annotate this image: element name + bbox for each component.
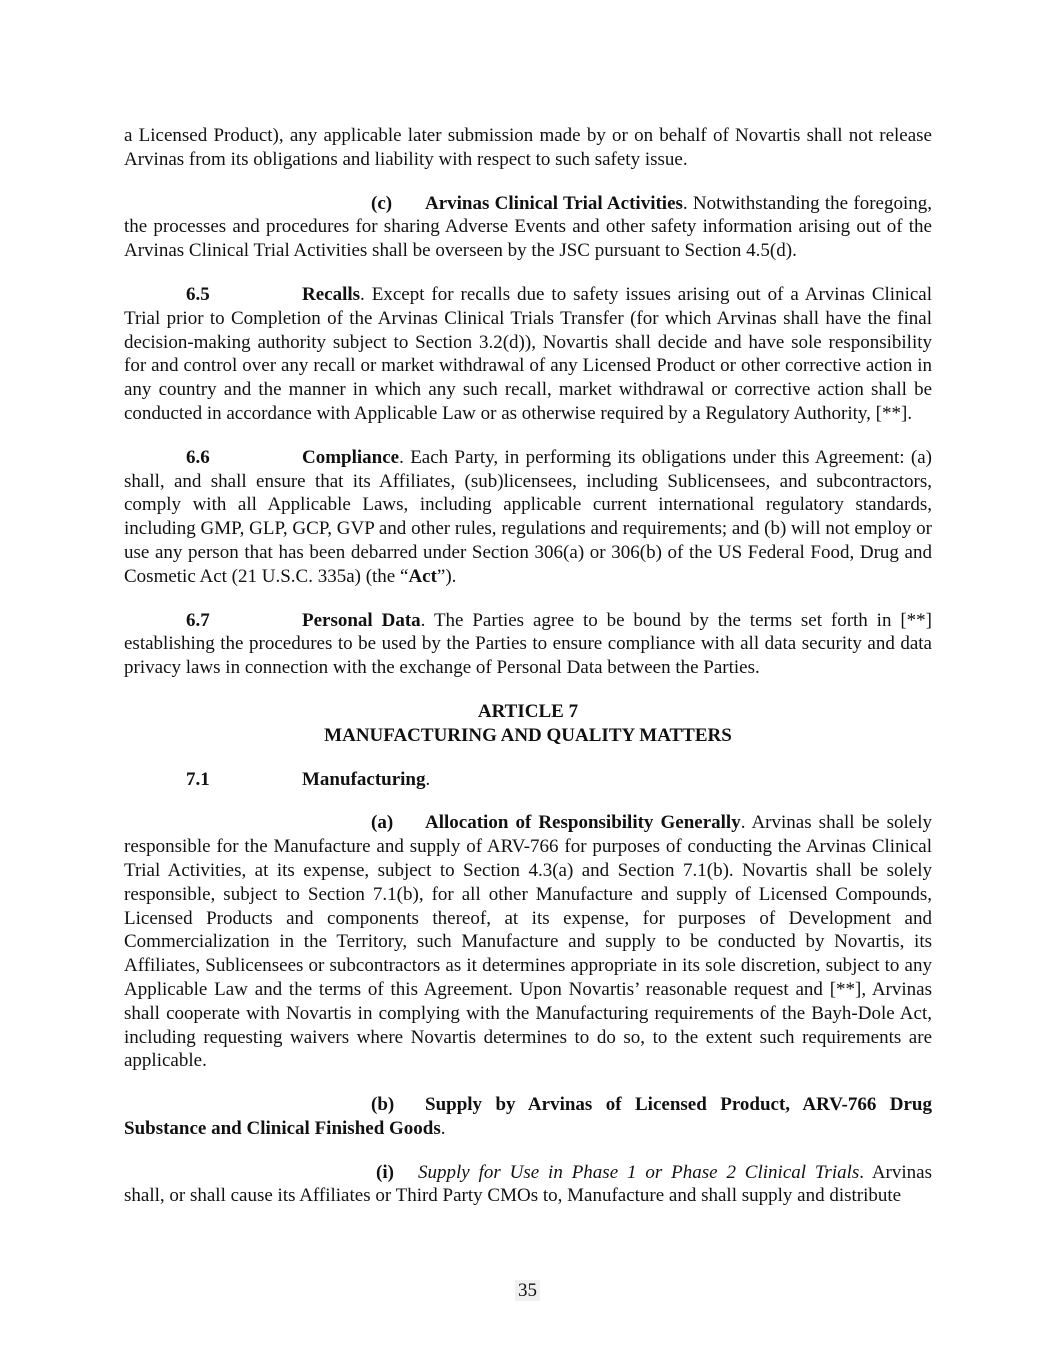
defined-term: Act: [408, 565, 437, 587]
section-7-1-b: [124, 1093, 932, 1141]
section-number: (b): [371, 1094, 395, 1116]
section-body: . Each Party, in performing its obligations under this Agreement: (a) shall, and shall ensure that its Affiliates, (sub)licensees, including Sublicensees, and subcontractors, comply with all Applicable Laws, including applicable current international regulatory standards, including GMP, GLP, GCP, GVP and other rules, regulations and requirements; and (b) will not employ or use any person that has been debarred under Section 306(a) or 306(b) of the US Federal Food, Drug and Cosmetic Act (21 U.S.C. 335a) (the “: [124, 446, 932, 587]
section-number: (i): [376, 1161, 394, 1183]
document-page: [124, 124, 932, 1208]
section-title: Supply for Use in Phase 1 or Phase 2 Clinical Trials: [418, 1161, 860, 1183]
section-6-4-c: [124, 192, 932, 263]
section-number: (c): [371, 192, 393, 214]
section-6-7: [124, 609, 932, 680]
article-heading: [124, 700, 932, 748]
section-tail: ”).: [436, 565, 457, 587]
section-6-5: [124, 283, 932, 426]
section-tail: .: [440, 1117, 446, 1139]
section-title: Compliance: [302, 446, 400, 468]
section-7-1-a: [124, 811, 932, 1073]
section-7-1: [124, 768, 932, 792]
section-number: 6.6: [186, 446, 210, 468]
section-title: Allocation of Responsibility Generally: [425, 812, 741, 834]
section-title: Personal Data: [302, 609, 421, 631]
section-title: Manufacturing: [302, 768, 426, 790]
section-6-6: [124, 446, 932, 589]
continuation-paragraph: a Licensed Product), any applicable later submission made by or on behalf of Novartis shall not release Arvinas from its obligations and liability with respect to such safety issue.: [124, 125, 932, 170]
section-title: Arvinas Clinical Trial Activities: [425, 192, 683, 214]
section-number: 6.5: [186, 283, 210, 305]
section-number: 7.1: [186, 768, 210, 790]
page-number: 35: [0, 1280, 1055, 1302]
section-body: . The Parties agree to be bound by the terms set forth in [**] establishing the procedures to be used by the Parties to ensure compliance with all data security and data privacy laws in connection with the exchange of Personal Data between the Parties.: [124, 609, 932, 679]
section-7-1-b-i: [124, 1161, 932, 1209]
section-body: . Arvinas shall, or shall cause its Affiliates or Third Party CMOs to, Manufacture and shall supply and distribute: [124, 1161, 932, 1207]
section-number: 6.7: [186, 609, 210, 631]
section-title: Recalls: [302, 283, 361, 305]
section-number: (a): [371, 812, 394, 834]
section-tail: .: [425, 768, 431, 790]
article-number: ARTICLE 7: [477, 700, 579, 722]
article-title: MANUFACTURING AND QUALITY MATTERS: [324, 724, 732, 746]
section-title: Supply by Arvinas of Licensed Product, ARV-766 Drug Substance and Clinical Finished Goods: [124, 1094, 932, 1139]
section-body: . Notwithstanding the foregoing, the processes and procedures for sharing Adverse Events and other safety information arising out of the Arvinas Clinical Trial Activities shall be overseen by the JSC pursuant to Section 4.5(d).: [124, 192, 932, 262]
section-body: . Except for recalls due to safety issues arising out of a Arvinas Clinical Trial prior to Completion of the Arvinas Clinical Trials Transfer (for which Arvinas shall have the final decision-making authority subject to Section 3.2(d)), Novartis shall decide and have sole responsibility for and control over any recall or market withdrawal of any Licensed Product or other corrective action in any country and the manner in which any such recall, market withdrawal or corrective action shall be conducted in accordance with Applicable Law or as otherwise required by a Regulatory Authority, [**].: [124, 283, 932, 424]
section-body: . Arvinas shall be solely responsible for the Manufacture and supply of ARV-766 for purposes of conducting the Arvinas Clinical Trial Activities, at its expense, subject to Section 4.3(a) and Section 7.1(b). Novartis shall be solely responsible, subject to Section 7.1(b), for all other Manufacture and supply of Licensed Compounds, Licensed Products and components thereof, at its expense, for purposes of Development and Commercialization in the Territory, such Manufacture and supply to be conducted by Novartis, its Affiliates, Sublicensees or subcontractors as it determines appropriate in its sole discretion, subject to any Applicable Law and the terms of this Agreement. Upon Novartis’ reasonable request and [**], Arvinas shall cooperate with Novartis in complying with the Manufacturing requirements of the Bayh-Dole Act, including requesting waivers where Novartis determines to do so, to the extent such requirements are applicable.: [124, 812, 932, 1072]
